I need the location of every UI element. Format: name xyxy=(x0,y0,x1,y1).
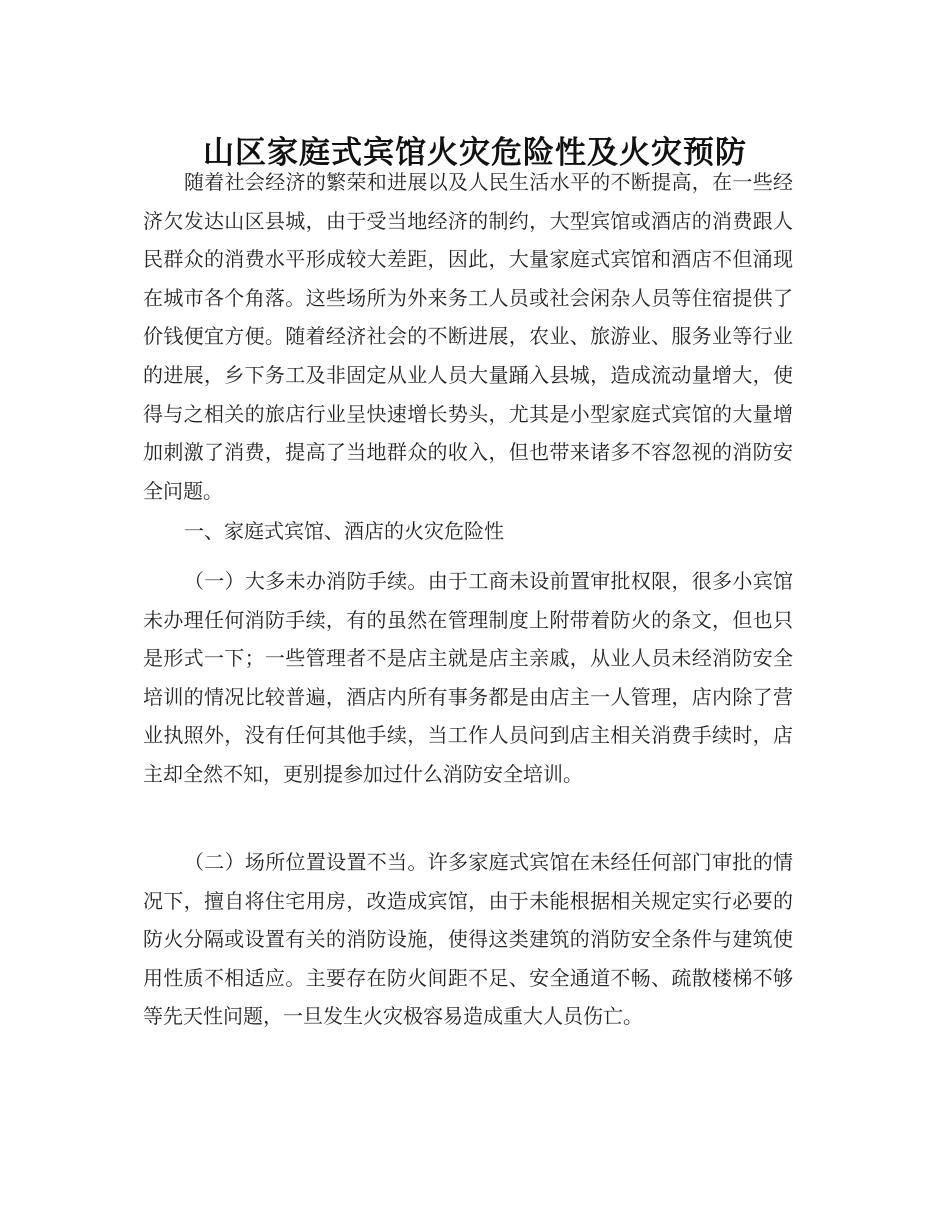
section-heading: 一、家庭式宾馆、酒店的火灾危险性 xyxy=(184,519,504,543)
point-two-paragraph: （二）场所位置设置不当。许多家庭式宾馆在未经任何部门审批的情况下，擅自将住宅用房，改造成宾馆，由于未能根据相关规定实行必要的防火分隔或设置有关的消防设施，使得这类建筑的消防安全条件与建筑使用性质不相适应。主要存在防火间距不足、安全通道不畅、疏散楼梯不够等先天性问题，一旦发生火灾极容易造成重大人员伤亡。 xyxy=(143,850,793,1029)
document-title: 山区家庭式宾馆火灾危险性及火灾预防 xyxy=(203,134,747,171)
intro-paragraph: 随着社会经济的繁荣和进展以及人民生活水平的不断提高，在一些经济欠发达山区县城，由于受当地经济的制约，大型宾馆或酒店的消费跟人民群众的消费水平形成较大差距，因此，大量家庭式宾馆和酒店不但涌现在城市各个角落。这些场所为外来务工人员或社会闲杂人员等住宿提供了价钱便宜方便。随着经济社会的不断进展，农业、旅游业、服务业等行业的进展，乡下务工及非固定从业人员大量踊入县城，造成流动量增大，使得与之相关的旅店行业呈快速增长势头，尤其是小型家庭式宾馆的大量增加刺激了消费，提高了当地群众的收入，但也带来诸多不容忽视的消防安全问题。 xyxy=(143,170,793,503)
point-one-paragraph: （一）大多未办消防手续。由于工商未设前置审批权限，很多小宾馆未办理任何消防手续，有的虽然在管理制度上附带着防火的条文，但也只是形式一下；一些管理者不是店主就是店主亲戚，从业人员未经消防安全培训的情况比较普遍，酒店内所有事务都是由店主一人管理，店内除了营业执照外，没有任何其他手续，当工作人员问到店主相关消费手续时，店主却全然不知，更别提参加过什么消防安全培训。 xyxy=(143,569,793,786)
